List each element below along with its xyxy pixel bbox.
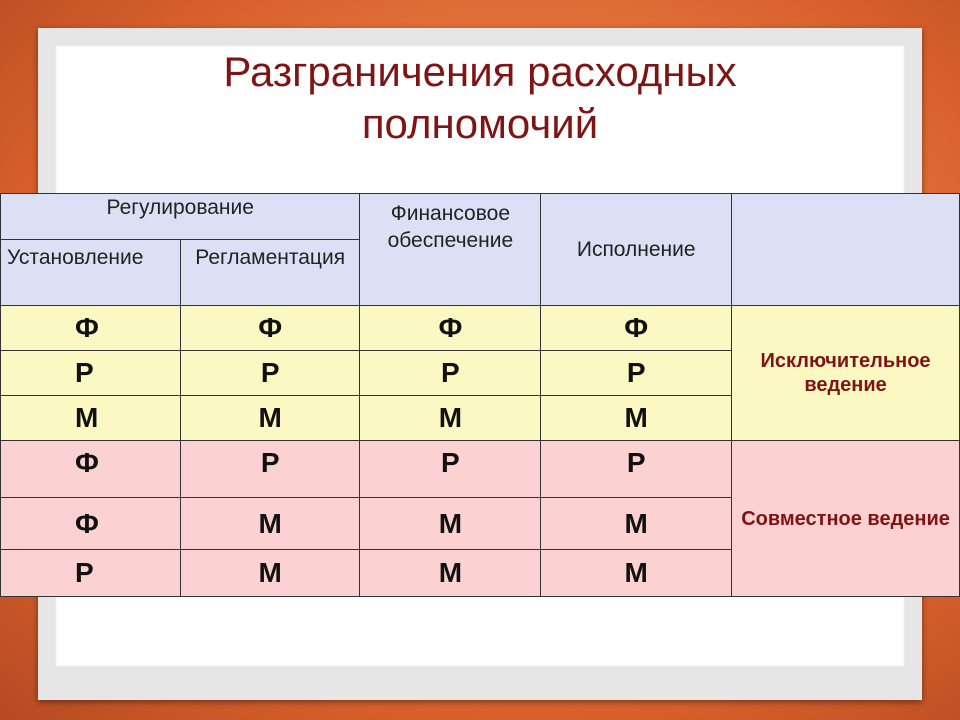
table-cell: М bbox=[180, 550, 360, 597]
table-cell: Ф bbox=[360, 306, 541, 351]
table-cell: Р bbox=[360, 351, 541, 396]
header-execution: Исполнение bbox=[541, 194, 732, 306]
header-reglamentation: Регламентация bbox=[180, 240, 360, 306]
table-cell: М bbox=[360, 396, 541, 441]
table-cell: Ф bbox=[1, 498, 181, 550]
table-cell: М bbox=[1, 396, 181, 441]
expenditure-powers-table bbox=[0, 193, 960, 597]
table-cell: Р bbox=[541, 351, 732, 396]
joint-category-label: Совместное ведение bbox=[732, 441, 960, 597]
table-cell: Ф bbox=[180, 306, 360, 351]
table-cell: М bbox=[360, 550, 541, 597]
table-cell: Р bbox=[180, 351, 360, 396]
header-establishment: Установление bbox=[1, 240, 181, 306]
table-cell: Р bbox=[1, 351, 181, 396]
table-cell: М bbox=[541, 396, 732, 441]
table-cell: Р bbox=[360, 441, 541, 498]
exclusive-category-label: Исключительное ведение bbox=[732, 306, 960, 441]
table-cell: Ф bbox=[1, 441, 181, 498]
table-cell: М bbox=[360, 498, 541, 550]
slide-title: Разграничения расходных полномочий bbox=[223, 48, 737, 147]
table-cell: Р bbox=[541, 441, 732, 498]
table-cell: М bbox=[541, 498, 732, 550]
header-regulation: Регулирование bbox=[1, 194, 360, 240]
table-cell: Ф bbox=[541, 306, 732, 351]
table-cell: М bbox=[541, 550, 732, 597]
table-cell: Ф bbox=[1, 306, 181, 351]
header-financing: Финансовое обеспечение bbox=[360, 194, 541, 306]
table-cell: М bbox=[180, 396, 360, 441]
table-cell: Р bbox=[1, 550, 181, 597]
table-cell: М bbox=[180, 498, 360, 550]
header-category bbox=[732, 194, 960, 306]
table-cell: Р bbox=[180, 441, 360, 498]
